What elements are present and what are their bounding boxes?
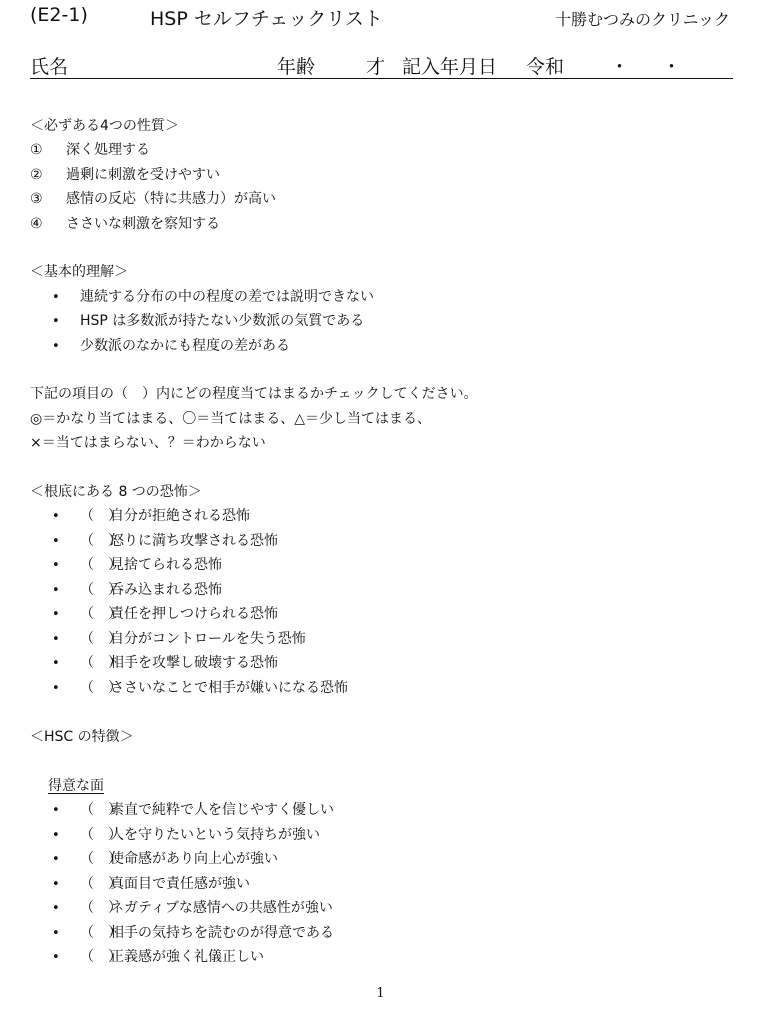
trait-text: ささいな刺激を察知する: [66, 216, 220, 232]
fear-item: [52, 555, 222, 576]
respondent-info-row: [30, 52, 733, 79]
hsc-text: 相手の気持ちを読むのが得意である: [110, 925, 334, 941]
check-box[interactable]: （ ）: [80, 925, 122, 941]
fear-text: 怒りに満ち攻撃される恐怖: [110, 533, 278, 549]
check-box[interactable]: （ ）: [80, 557, 122, 573]
understanding-text: 連続する分布の中の程度の差では説明できない: [80, 289, 374, 305]
fear-item: [52, 653, 278, 674]
bullet-icon: •: [52, 656, 60, 671]
trait-number: ③: [30, 191, 43, 207]
fear-item: [52, 580, 222, 601]
era-label: 令和: [526, 56, 565, 78]
hsc-item: [52, 947, 264, 968]
trait-text: 深く処理する: [66, 142, 150, 158]
bullet-icon: •: [52, 632, 60, 647]
trait-number: ④: [30, 216, 43, 232]
document-code: (E2-1): [30, 4, 88, 26]
fear-text: 相手を攻撃し破壊する恐怖: [110, 655, 278, 671]
fear-text: 責任を押しつけられる恐怖: [110, 606, 278, 622]
bullet-icon: •: [52, 558, 60, 573]
hsc-item: [52, 923, 334, 944]
fear-text: 自分が拒絶される恐怖: [110, 508, 250, 524]
instruction-line: ◎＝かなり当てはまる、〇＝当てはまる、△＝少し当てはまる、: [30, 411, 431, 427]
bullet-icon: •: [52, 339, 60, 354]
age-unit: 才: [366, 56, 386, 78]
trait-text: 感情の反応（特に共感力）が高い: [66, 191, 276, 207]
bullet-icon: •: [52, 534, 60, 549]
bullet-icon: •: [52, 290, 60, 305]
hsc-text: 素直で純粋で人を信じやすく優しい: [110, 802, 334, 818]
hsc-item: [52, 874, 250, 895]
date-separator: ・: [610, 56, 630, 78]
understanding-heading: ＜基本的理解＞: [30, 264, 128, 280]
understanding-text: 少数派のなかにも程度の差がある: [80, 338, 290, 354]
check-box[interactable]: （ ）: [80, 949, 122, 965]
hsc-text: 使命感があり向上心が強い: [110, 851, 278, 867]
trait-item: [30, 189, 276, 209]
bullet-icon: •: [52, 681, 60, 696]
instruction-line: 下記の項目の（ ）内にどの程度当てはまるかチェックしてください。: [30, 386, 478, 402]
age-label: 年齢: [277, 56, 316, 78]
fears-heading: ＜根底にある 8 つの恐怖＞: [30, 484, 202, 500]
fear-text: 呑み込まれる恐怖: [110, 582, 222, 598]
bullet-icon: •: [52, 901, 60, 916]
trait-text: 過剰に刺激を受けやすい: [66, 167, 220, 183]
check-box[interactable]: （ ）: [80, 655, 122, 671]
check-box[interactable]: （ ）: [80, 827, 122, 843]
date-label: 記入年月日: [402, 56, 498, 78]
page-title: HSP セルフチェックリスト: [150, 8, 383, 30]
check-box[interactable]: （ ）: [80, 851, 122, 867]
hsc-heading: ＜HSC の特徴＞: [30, 729, 134, 745]
hsc-item: [52, 800, 334, 821]
clinic-name: 十勝むつみのクリニック: [554, 10, 730, 29]
hsc-item: [52, 849, 278, 870]
trait-number: ②: [30, 167, 43, 183]
check-box[interactable]: （ ）: [80, 631, 122, 647]
check-box[interactable]: （ ）: [80, 533, 122, 549]
check-box[interactable]: （ ）: [80, 802, 122, 818]
bullet-icon: •: [52, 950, 60, 965]
check-box[interactable]: （ ）: [80, 582, 122, 598]
check-box[interactable]: （ ）: [80, 680, 122, 696]
fear-text: ささいなことで相手が嫌いになる恐怖: [110, 680, 348, 696]
hsc-text: 真面目で責任感が強い: [110, 876, 250, 892]
page-number: 1: [376, 986, 385, 1001]
traits-heading: ＜必ずある4つの性質＞: [30, 118, 179, 134]
fear-text: 自分がコントロールを失う恐怖: [110, 631, 306, 647]
hsc-text: ネガティブな感情への共感性が強い: [110, 900, 333, 916]
bullet-icon: •: [52, 509, 60, 524]
check-box[interactable]: （ ）: [80, 606, 122, 622]
understanding-item: [52, 336, 290, 357]
hsc-text: 正義感が強く礼儀正しい: [110, 949, 264, 965]
check-box[interactable]: （ ）: [80, 876, 122, 892]
fear-item: [52, 678, 348, 699]
bullet-icon: •: [52, 314, 60, 329]
name-label: 氏名: [30, 56, 69, 78]
trait-item: [30, 165, 220, 185]
bullet-icon: •: [52, 877, 60, 892]
fear-item: [52, 531, 278, 552]
fear-item: [52, 629, 306, 650]
understanding-item: [52, 311, 364, 332]
bullet-icon: •: [52, 803, 60, 818]
strengths-heading: 得意な面: [48, 778, 104, 794]
date-separator: ・: [662, 56, 682, 78]
bullet-icon: •: [52, 828, 60, 843]
hsc-item: [52, 898, 333, 919]
fear-text: 見捨てられる恐怖: [110, 557, 222, 573]
instruction-line: ×＝当てはまらない、？＝わからない: [30, 435, 266, 451]
hsc-item: [52, 825, 320, 846]
understanding-item: [52, 287, 374, 308]
fear-item: [52, 506, 250, 527]
understanding-text: HSP は多数派が持たない少数派の気質である: [80, 313, 365, 329]
bullet-icon: •: [52, 852, 60, 867]
trait-number: ①: [30, 142, 43, 158]
bullet-icon: •: [52, 583, 60, 598]
trait-item: [30, 140, 150, 160]
trait-item: [30, 214, 220, 234]
hsc-text: 人を守りたいという気持ちが強い: [110, 827, 320, 843]
title-row: [30, 4, 730, 32]
check-box[interactable]: （ ）: [80, 900, 122, 916]
fear-item: [52, 604, 278, 625]
check-box[interactable]: （ ）: [80, 508, 122, 524]
bullet-icon: •: [52, 607, 60, 622]
bullet-icon: •: [52, 926, 60, 941]
